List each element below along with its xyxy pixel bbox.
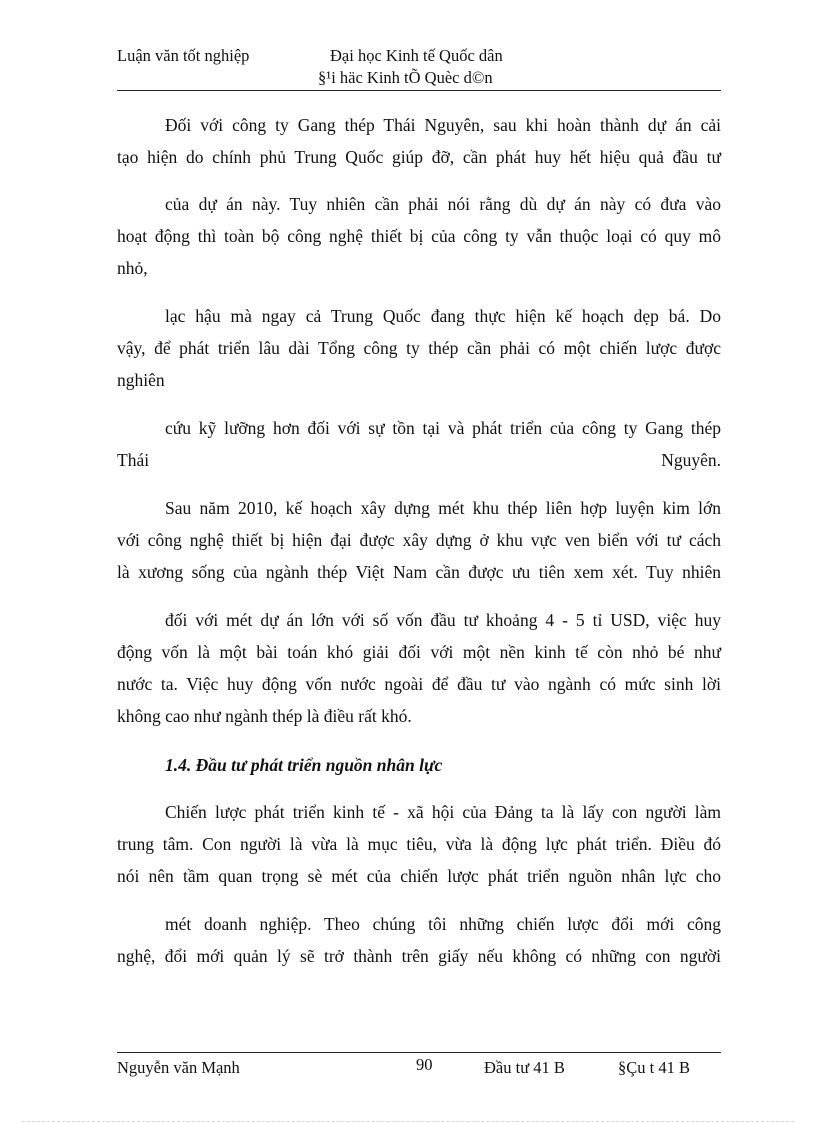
paragraph-line: nói nên tầm quan trọng sè mét của chiến lược phát triển nguồn nhân lực cho bbox=[117, 866, 721, 886]
header-rule bbox=[117, 90, 721, 91]
paragraph-line: là xương sống của ngành thép Việt Nam cần được ưu tiên xem xét. Tuy nhiên bbox=[117, 562, 721, 582]
paragraph-line: vậy, để phát triển lâu dài Tổng công ty thép cần phải có một chiến lược được bbox=[117, 338, 721, 358]
page-break-line bbox=[22, 1121, 794, 1122]
paragraph-line: Sau năm 2010, kế hoạch xây dựng mét khu thép liên hợp luyện kim lớn bbox=[165, 498, 721, 518]
header-university: Đại học Kinh tế Quốc dân bbox=[330, 46, 503, 65]
paragraph-line: với công nghệ thiết bị hiện đại được xây dựng ở khu vực ven biển với tư cách bbox=[117, 530, 721, 550]
paragraph-word: Thái bbox=[117, 450, 150, 470]
paragraph-line: không cao như ngành thép là điều rất khó. bbox=[117, 706, 412, 726]
paragraph-line: trung tâm. Con người là vừa là mục tiêu, vừa là động lực phát triển. Điều đó bbox=[117, 834, 721, 854]
paragraph-line bbox=[117, 449, 721, 471]
paragraph-line: cứu kỹ lưỡng hơn đối với sự tồn tại và phát triển của công ty Gang thép bbox=[165, 418, 721, 438]
paragraph-line: đối với mét dự án lớn với số vốn đầu tư khoảng 4 - 5 tỉ USD, việc huy bbox=[165, 610, 721, 630]
footer-class: Đầu tư 41 B bbox=[484, 1058, 565, 1077]
footer-class-garbled: §Çu t 41 B bbox=[618, 1058, 690, 1077]
footer-author: Nguyễn văn Mạnh bbox=[117, 1058, 240, 1077]
paragraph-line: tạo hiện do chính phủ Trung Quốc giúp đỡ, cần phát huy hết hiệu quả đầu tư bbox=[117, 147, 721, 167]
paragraph-line: mét doanh nghiệp. Theo chúng tôi những chiến lược đổi mới công bbox=[165, 914, 721, 934]
paragraph-line: nghiên bbox=[117, 370, 165, 390]
paragraph-line: Đối với công ty Gang thép Thái Nguyên, sau khi hoàn thành dự án cải bbox=[165, 115, 721, 135]
paragraph-line: nước ta. Việc huy động vốn nước ngoài để đầu tư vào ngành có mức sinh lời bbox=[117, 674, 721, 694]
paragraph-line: lạc hậu mà ngay cả Trung Quốc đang thực hiện kế hoạch dẹp bá. Do bbox=[165, 306, 721, 326]
paragraph-line: động vốn là một bài toán khó giải đối với một nền kinh tế còn nhỏ bé như bbox=[117, 642, 721, 662]
paragraph-line: hoạt động thì toàn bộ công nghệ thiết bị của công ty vẫn thuộc loại có quy mô bbox=[117, 226, 721, 246]
footer-rule bbox=[117, 1052, 721, 1053]
header-thesis-label: Luận văn tốt nghiệp bbox=[117, 46, 250, 65]
paragraph-line: Chiến lược phát triển kinh tế - xã hội của Đảng ta là lấy con người làm bbox=[165, 802, 721, 822]
page-number: 90 bbox=[416, 1055, 433, 1074]
paragraph-line: của dự án này. Tuy nhiên cần phải nói rằng dù dự án này có đưa vào bbox=[165, 194, 721, 214]
paragraph-line: nghệ, đổi mới quản lý sẽ trở thành trên giấy nếu không có những con người bbox=[117, 946, 721, 966]
section-heading: 1.4. Đầu tư phát triển nguồn nhân lực bbox=[165, 755, 443, 775]
paragraph-word: Nguyên. bbox=[661, 450, 721, 470]
header-university-garbled: §¹i häc Kinh tÕ Quèc d©n bbox=[318, 68, 493, 87]
paragraph-line: nhỏ, bbox=[117, 258, 148, 278]
